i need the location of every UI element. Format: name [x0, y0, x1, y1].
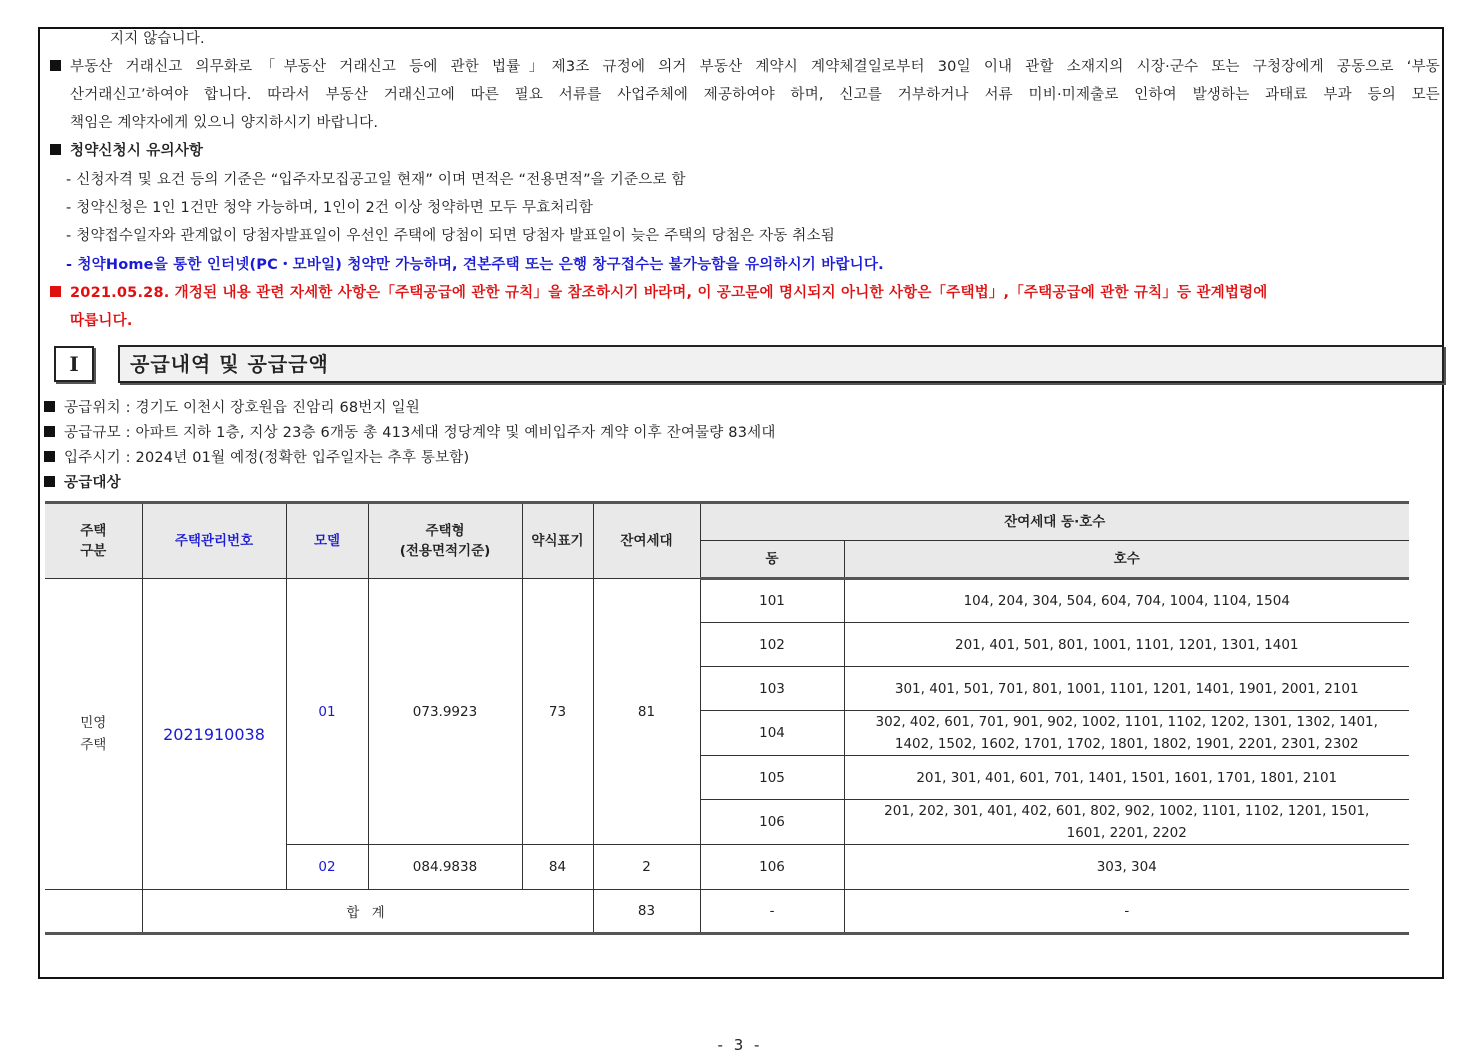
note-line-1: 부동산 거래신고 의무화로「부동산 거래신고 등에 관한 법률」제3조 규정에 의거 부동산 계약시 계약체결일로부터 30일 이내 관할 소재지의 시장·군수 또는 구청장에게 공동으로 ‘부동 [50, 57, 1440, 77]
note-line-2: 산거래신고’하여야 합니다. 따라서 부동산 거래신고에 따른 필요 서류를 사업주체에 제공하여야 하며, 신고를 거부하거나 서류 미비·미제출로 인하여 발생하는 과태료 부과 등의 모든 [70, 87, 1440, 103]
supply-table [45, 501, 1409, 935]
revision-note-line-1: 2021.05.28. 개정된 내용 관련 자세한 사항은「주택공급에 관한 규칙」을 참조하시기 바라며, 이 공고문에 명시되지 아니한 사항은「주택법」,「주택공급에 관한 규칙」등 관계법령에 [50, 283, 1440, 303]
short-notation-cell: 84 [522, 845, 593, 890]
model-cell: 01 [286, 579, 368, 845]
ho-cell: 201, 202, 301, 401, 402, 601, 802, 902, 1002, 1101, 1102, 1201, 1501, 1601, 2201, 2202 [844, 800, 1409, 845]
dong-cell: 106 [700, 800, 844, 845]
total-row [45, 890, 1409, 934]
document-frame [38, 27, 1444, 979]
total-ho-cell: - [844, 890, 1409, 934]
bullet-square-icon [44, 476, 55, 487]
total-dong-cell: - [700, 890, 844, 934]
header-short-notation: 약식표기 [522, 503, 593, 579]
housing-type-cell: 073.9923 [368, 579, 522, 845]
ho-cell: 201, 401, 501, 801, 1001, 1101, 1201, 1301, 1401 [844, 623, 1409, 667]
ho-cell: 104, 204, 304, 504, 604, 704, 1004, 1104, 1504 [844, 579, 1409, 623]
section-number: I [54, 346, 94, 382]
bullet-square-icon [44, 451, 55, 462]
note-line-3: 책임은 계약자에게 있으니 양지하시기 바랍니다. [70, 115, 379, 131]
revision-note-line-2: 따릅니다. [70, 313, 133, 329]
house-type-cell: 민영 주택 [45, 579, 142, 890]
model-cell: 02 [286, 845, 368, 890]
bullet-square-icon [50, 286, 61, 297]
move-in-date: 입주시기 : 2024년 01월 예정(정확한 입주일자는 추후 통보함) [44, 448, 1434, 468]
remaining-units-cell: 81 [593, 579, 700, 845]
housing-type-cell: 084.9838 [368, 845, 522, 890]
remaining-units-cell: 2 [593, 845, 700, 890]
management-number-cell: 2021910038 [142, 579, 286, 890]
note-line-0: 지지 않습니다. [110, 31, 205, 47]
total-remaining-cell: 83 [593, 890, 700, 934]
header-dong: 동 [700, 541, 844, 579]
caution-item: - 신청자격 및 요건 등의 기준은 “입주자모집공고일 현재” 이며 면적은 “전용면적”을 기준으로 함 [66, 172, 686, 188]
supply-location: 공급위치 : 경기도 이천시 장호원읍 진암리 68번지 일원 [44, 398, 1434, 418]
ho-cell: 303, 304 [844, 845, 1409, 890]
header-remaining-units: 잔여세대 [593, 503, 700, 579]
total-label: 합 계 [142, 890, 593, 934]
bullet-square-icon [50, 60, 61, 71]
supply-scale: 공급규모 : 아파트 지하 1층, 지상 23층 6개동 총 413세대 정당계약 및 예비입주자 계약 이후 잔여물량 83세대 [44, 423, 1434, 443]
dong-cell: 105 [700, 756, 844, 800]
caution-item: - 청약접수일자와 관계없이 당첨자발표일이 우선인 주택에 당첨이 되면 당첨자 발표일이 늦은 주택의 당첨은 자동 취소됨 [66, 228, 835, 244]
header-model: 모델 [286, 503, 368, 579]
dong-cell: 104 [700, 711, 844, 756]
header-ho: 호수 [844, 541, 1409, 579]
table-row [45, 579, 1409, 623]
dong-cell: 101 [700, 579, 844, 623]
supply-target-heading: 공급대상 [44, 473, 1434, 493]
dong-cell: 102 [700, 623, 844, 667]
bullet-square-icon [44, 426, 55, 437]
section-title: 공급내역 및 공급금액 [118, 345, 1444, 383]
page-number: - 3 - [717, 1036, 763, 1054]
ho-cell: 302, 402, 601, 701, 901, 902, 1002, 1101, 1102, 1202, 1301, 1302, 1401, 1402, 1502, 1602, 1701, 1702, 1801, 1802, 1901, 2201, 2301, 2302 [844, 711, 1409, 756]
dong-cell: 103 [700, 667, 844, 711]
caution-item: - 청약신청은 1인 1건만 청약 가능하며, 1인이 2건 이상 청약하면 모두 무효처리함 [66, 200, 594, 216]
caution-item-highlight: - 청약Home을 통한 인터넷(PC・모바일) 청약만 가능하며, 견본주택 또는 은행 창구접수는 불가능함을 유의하시기 바랍니다. [66, 257, 884, 273]
bullet-square-icon [44, 401, 55, 412]
total-spacer-cell [45, 890, 142, 934]
bullet-square-icon [50, 144, 61, 155]
header-remaining-dong-ho: 잔여세대 동·호수 [700, 503, 1409, 541]
header-management-number: 주택관리번호 [142, 503, 286, 579]
ho-cell: 201, 301, 401, 601, 701, 1401, 1501, 1601, 1701, 1801, 2101 [844, 756, 1409, 800]
ho-cell: 301, 401, 501, 701, 801, 1001, 1101, 1201, 1401, 1901, 2001, 2101 [844, 667, 1409, 711]
header-housing-type: 주택형 (전용면적기준) [368, 503, 522, 579]
header-house-type: 주택 구분 [45, 503, 142, 579]
short-notation-cell: 73 [522, 579, 593, 845]
caution-heading: 청약신청시 유의사항 [50, 141, 1440, 161]
dong-cell: 106 [700, 845, 844, 890]
